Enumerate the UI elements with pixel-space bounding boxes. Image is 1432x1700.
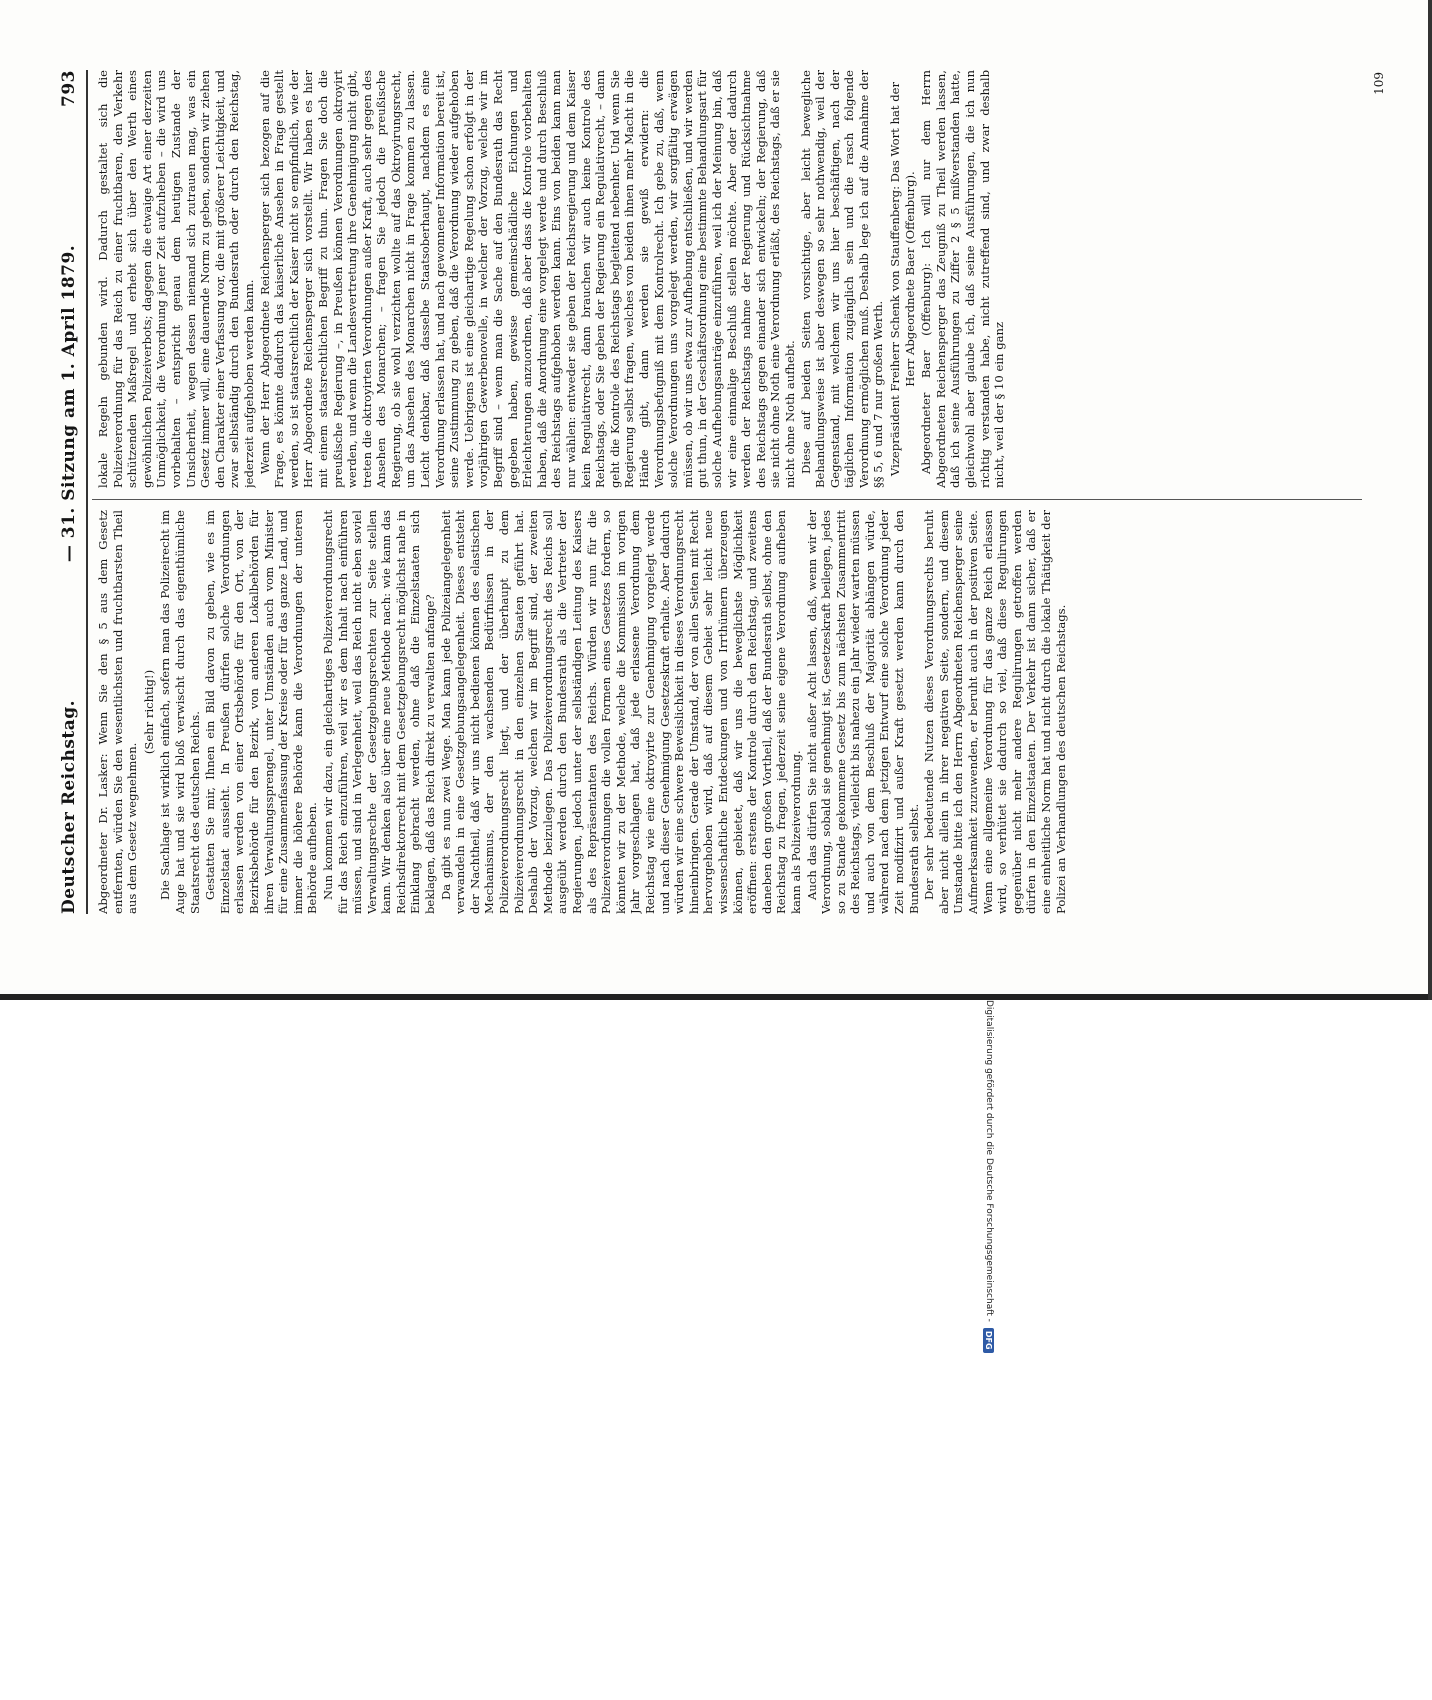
header-rule [86,70,88,914]
signature-mark: 109 [1372,72,1386,95]
scan-edge-bottom [1428,0,1432,1000]
paragraph: Abgeordneter Dr. Lasker: Wenn Sie den § 5 aus dem Gesetz entfernten, würden Sie den wesentlichsten und fruchtbarsten Theil aus dem Gesetz wegnehmen. [96,510,140,914]
paragraph: Der sehr bedeutende Nutzen dieses Verordnungsrechts beruht aber nicht allein in ihrer negativen Seite, sondern, und diesem Umstande bitte ich den Herrn Abgeordneten Reichensperger seine Aufmerksamkeit zuzuwenden, er beruht auch in der positiven Seite. Wenn eine allgemeine Verordnung für das ganze Reich erlassen wird, so verhütet sie dadurch so viel, daß diese Regulirungen gegenüber nicht mehr andere Regulirungen getroffen werden dürfen in den Einzelstaaten. Der Verkehr ist dann sicher, daß er eine einheitliche Norm hat und nicht durch die lokale Thätigkeit der Polizei an Verhandlungen des deutschen Reichstags. [922,510,1068,914]
paragraph: lokale Regeln gebunden wird. Dadurch gestaltet sich die Polizeiverordnung für das Reich zu einer fruchtbaren, den Verkehr schützenden Maßregel und erhebt sich über den Werth eines gewöhnlichen Polizeiverbots; dagegen die etwaige Art einer derzeiten Unmöglichkeit, die Verordnung jener Zeit aufzuheben – die wird uns vorbehalten – entspricht genau dem heutigen Zustande der Unsicherheit, wegen dessen niemand sich zutrauen mag, was ein Gesetz immer will, eine dauernde Norm zu geben, sondern wir ziehen den Charakter einer Verfassung vor, die mit größerer Leichtigkeit, und zwar selbständig durch den Bundesrath oder durch den Reichstag, jederzeit aufgehoben werden kann. [96,70,256,488]
paragraph: Gestatten Sie mir, Ihnen ein Bild davon zu geben, wie es im Einzelstaat aussieht. In Preußen dürfen solche Verordnungen erlassen werden von einer Ortsbehörde für den Ort, von der Bezirksbehörde für den Bezirk, von anderen Lokalbehörden für ihren Verwaltungssprengel, unter Umständen auch vom Minister für eine Zusammenfassung der Kreise oder für das ganze Land, und immer die höhere Behörde kann die Verordnungen der unteren Behörde aufheben. [203,510,320,914]
column-divider [92,499,1362,500]
paragraph: Diese auf beiden Seiten vorsichtige, aber leicht bewegliche Behandlungsweise ist aber deswegen so sehr nothwendig, weil der Gegenstand, mit welchem wir uns hier beschäftigen, nach der täglichen Information zugänglich sein und die rasch folgende Verordnung ermöglichen muß. Deshalb lege ich auf die Annahme der §§ 5, 6 und 7 nur großen Werth. [798,70,886,488]
dfg-logo: DFG [984,1328,995,1353]
digitization-credit [978,1000,1000,1700]
paragraph: (Sehr richtig!) [141,669,156,755]
credit-text: Digitalisierung gefördert durch die Deutsche Forschungsgemeinschaft - [984,1000,994,1322]
paragraph: Da gibt es nun zwei Wege. Man kann jede Polizeiangelegenheit verwandeln in eine Gesetzgebungsangelegenheit. Dieses entsteht der Nachtheil, daß wir uns nicht bedienen können des elastischen Mechanismus, der den wachsenden Bedürfnissen in der Polizeiverordnungsrecht liegt, und der überhaupt zu dem Polizeiverordnungsrecht in den einzelnen Staaten geführt hat. Deshalb der Vorzug, welchen wir im Begriff sind, der zweiten Methode beizulegen. Das Polizeiverordnungsrecht des Reichs soll ausgeübt werden durch den Bundesrath als die Vertreter der Regierungen, jedoch unter der selbständigen Leitung des Kaisers als des Repräsentanten des Reichs. Würden wir nun für die Polizeiverordnungen die vollen Formen eines Gesetzes fordern, so könnten wir zu der Methode, welche die Kommission im vorigen Jahr vorgeschlagen hat, daß jede erlassene Verordnung dem Reichstag wie eine oktroyirte zur Genehmigung vorgelegt werde und nach dieser Genehmigung Gesetzeskraft erhalte. Aber dadurch würden wir eine schwere Beweislichkeit in dieses Verordnungsrecht hineinbringen. Gerade der Umstand, der von allen Seiten mit Recht hervorgehoben wird, daß auf diesem Gebiet sehr leicht neue wissenschaftliche Entdeckungen und von Irrthümern überzeugen können, gebietet, daß wir uns die beweglichste Möglichkeit eröffnen: erstens der Kontrole durch den Reichstag, und zweitens daneben den großen Vortheil, daß der Bundesrath selbst, ohne den Reichstag zu fragen, jederzeit seine eigene Verordnung aufheben kann als Polizeiverordnung. [438,510,803,914]
page-number: 793 [59,70,79,107]
header-center: — 31. Sitzung am 1. April 1879. [59,244,79,563]
left-column [96,510,1366,914]
paragraph: Auch das dürfen Sie nicht außer Acht lassen, daß, wenn wir der Verordnung, sobald sie genehmigt ist, Gesetzeskraft beilegen, jedes so zu Stande gekommene Gesetz bis zum nächsten Zusammentritt des Reichstags, vielleicht bis nahezu ein Jahr wieder warten müssen und auch von dem Beschluß der Majorität abhängen würde, während nach dem jetzigen Entwurf eine solche Verordnung jeder Zeit modifizirt und außer Kraft gesetzt werden kann durch den Bundesrath selbst. [804,510,921,914]
paragraph: Vizepräsident Freiherr Schenk von Stauffenberg: Das Wort hat der Herr Abgeordnete Baer (Offenburg). [888,81,917,477]
page-header [56,70,82,914]
right-column [96,70,1366,488]
paragraph: Wenn der Herr Abgeordnete Reichensperger sich bezogen auf die Frage, es könnte dadurch das kaiserliche Ansehen in Frage gestellt werden, so ist staatsrechtlich der Kaiser nicht so empfindlich, wie der Herr Abgeordnete Reichensperger sich vorstellt. Wir haben es hier mit einem staatsrechtlichen Begriff zu thun. Fragen Sie doch die preußische Regierung –, in Preußen können Verordnungen oktroyirt werden, und wenn die Landesvertretung ihre Genehmigung nicht gibt, treten die oktroyirten Verordnungen außer Kraft, auch sehr gegen des Ansehen des Monarchen; – fragen Sie jedoch die preußische Regierung, ob sie wohl verzichten wollte auf das Oktroyirungsrecht, um das Ansehen des Monarchen nicht in Frage kommen zu lassen. Leicht denkbar, daß dasselbe Staatsoberhaupt, nachdem es eine Verordnung erlassen hat, und nach gewonnener Information bereit ist, seine Zustimmung zu geben, daß die Verordnung wieder aufgehoben werde. Uebrigens ist eine gleichartige Regelung schon erfolgt in der vorjährigen Gewerbenovelle, in welcher der Vorzug, welche wir im Begriff sind – wenn man die Sache auf den Bundesrath das Recht gegeben haben, gewisse gemeinschädliche Eichungen und Erleichterungen anzuordnen, daß aber dass die Kontrole vorbehalten haben, daß die Anordnung eine vorgelegt werde und durch Beschluß des Reichstags aufgehoben werden kann. Eins von beiden kann man nur wählen: entweder sie geben der Reichsregierung und dem Kaiser kein Regulativrecht, dann brauchen wir auch keine Kontrole des Reichstags, oder Sie geben der Regierung ein Regulativrecht, – dann geht die Kontrole des Reichstags begleitend nebenher. Und wenn Sie Regierung selbst fragen, welches von beiden ihnen mehr Macht in die Hände gibt, dann werden sie gewiß erwidern: die Verordnungsbefugniß mit dem Kontrolrecht. Ich gebe zu, daß, wenn solche Verordnungen uns vorgelegt werden, wir sorgfältig erwägen müssen, ob wir uns etwa zur Aufhebung entschließen, und wir werden gut thun, in der Geschäftsordnung eine bestimmte Behandlungsart für solche Aufhebungsanträge einzuführen, weil ich der Meinung bin, daß wir eine einmalige Beschluß stellen möchte. Aber oder dadurch werden der Reichstags nahme der Regierung und Rücksichtnahme des Reichstags gegen einander sich entwickeln; der Regierung, daß sie nicht ohne Noth eine Verordnung erläßt, des Reichstags, daß er sie nicht ohne Noth aufhebt. [257,70,797,488]
paragraph: Die Sachlage ist wirklich einfach, sofern man das Polizeirecht im Auge hat und sie wird bloß verwischt durch das eigenthümliche Staatsrecht des deutschen Reichs. [158,510,202,914]
scan-edge [0,994,1432,1000]
header-left: Deutscher Reichstag. [59,699,79,914]
paragraph: Nun kommen wir dazu, ein gleichartiges Polizeiverordnungsrecht für das Reich einzuführen, weil wir es dem Inhalt nach einführen müssen, und sind in Verlegenheit, weil das Reich nicht eben soviel Verwaltungsrechte der Gesetzgebungsrechten zur Seite stellen kann. Wir denken also über eine neue Methode nach: wie kann das Reichsdirektorrecht mit dem Gesetzgebungsrecht möglichst nahe in Einklang gebracht werden, ohne daß die Einzelstaaten sich beklagen, daß das Reich direkt zu verwalten anfange? [320,510,438,914]
paragraph: Abgeordneter Baer (Offenburg): Ich will nur dem Herrn Abgeordneten Reichensperger das Zeugniß zu Theil werden lassen, daß ich seine Ausführungen zu Ziffer 2 § 5 mißverstanden hatte, gleichwohl aber glaube ich, daß seine Ausführungen, die ich nun richtig verstanden habe, nicht zutreffend sind, und zwar deshalb nicht, weil der § 10 ein ganz [919,70,1007,488]
